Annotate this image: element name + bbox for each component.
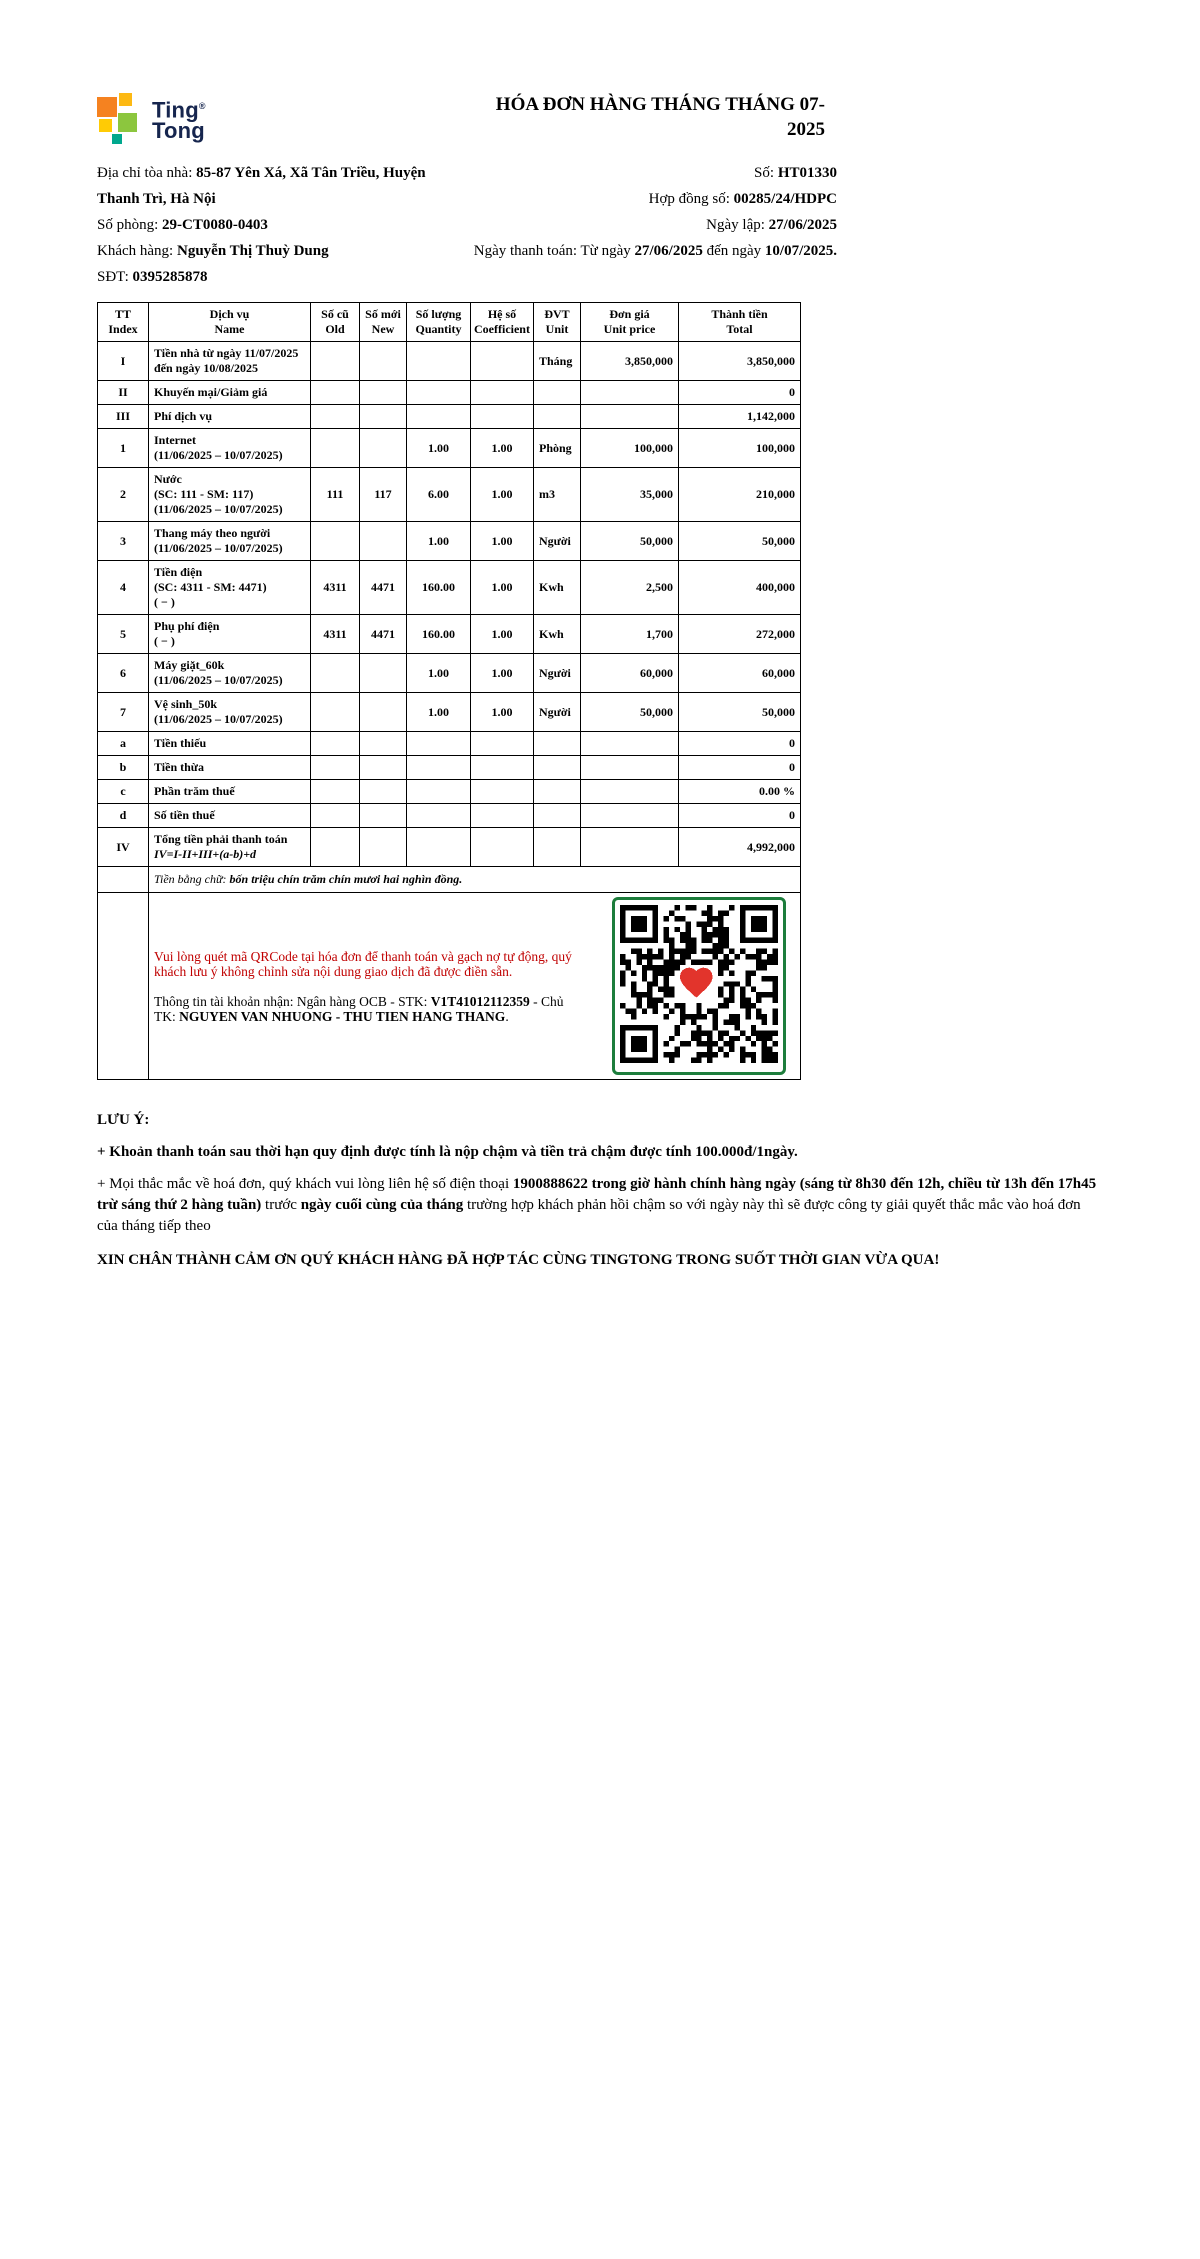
table-row xyxy=(98,342,801,381)
cell-unit: Người xyxy=(534,654,581,693)
cell-name: Máy giặt_60k (11/06/2025 – 10/07/2025) xyxy=(149,654,311,693)
cell-total: 50,000 xyxy=(679,522,801,561)
cell-unit xyxy=(534,756,581,780)
cell-total: 0.00 % xyxy=(679,780,801,804)
customer-phone: SĐT: 0395285878 xyxy=(97,269,208,285)
table-row xyxy=(98,615,801,654)
payment-instructions xyxy=(154,949,586,1024)
cell-new: 4471 xyxy=(360,561,407,615)
cell-tt: II xyxy=(98,381,149,405)
column-header: TT Index xyxy=(98,303,149,342)
cell-old xyxy=(311,381,360,405)
cell-unit xyxy=(534,732,581,756)
cell-name: Tổng tiền phải thanh toán IV=I-II+III+(a-b)+d xyxy=(149,828,311,867)
cell-tt: 2 xyxy=(98,468,149,522)
column-header: Hệ số Coefficient xyxy=(471,303,534,342)
table-row xyxy=(98,561,801,615)
table-header-row xyxy=(98,303,801,342)
cell-unit: Người xyxy=(534,522,581,561)
thank-you-note: XIN CHÂN THÀNH CẢM ƠN QUÝ KHÁCH HÀNG ĐÃ HỢP TÁC CÙNG TINGTONG TRONG SUỐT THỜI GIAN VỪA QUA! xyxy=(97,1252,940,1268)
cell-unit xyxy=(534,828,581,867)
cell-total: 400,000 xyxy=(679,561,801,615)
cell-old xyxy=(311,828,360,867)
table-row xyxy=(98,405,801,429)
qr-code xyxy=(612,897,786,1075)
cell-coef: 1.00 xyxy=(471,522,534,561)
invoice-info xyxy=(97,160,837,290)
cell-price: 2,500 xyxy=(581,561,679,615)
room-number: Số phòng: 29-CT0080-0403 xyxy=(97,217,268,233)
amount-in-words-value: bốn triệu chín trăm chín mươi hai nghìn đồng. xyxy=(229,872,463,886)
notes-heading: LƯU Ý: xyxy=(97,1112,150,1128)
tingtong-logo xyxy=(97,92,206,144)
table-row xyxy=(98,429,801,468)
cell-coef xyxy=(471,405,534,429)
cell-coef xyxy=(471,756,534,780)
amount-in-words-label: Tiền bằng chữ: xyxy=(154,872,230,886)
cell-total: 1,142,000 xyxy=(679,405,801,429)
cell-qty xyxy=(407,405,471,429)
contract-number: Hợp đồng số: 00285/24/HDPC xyxy=(648,191,837,207)
cell-new xyxy=(360,654,407,693)
cell-qty xyxy=(407,804,471,828)
cell-coef xyxy=(471,828,534,867)
logo-word-tong: Tong xyxy=(152,118,205,144)
hotline-note: + Mọi thắc mắc về hoá đơn, quý khách vui lòng liên hệ số điện thoại 1900888622 trong giờ hành chính hàng ngày (sáng từ 8h30 đến 12h, chiều từ 13h đến 17h45 trừ sáng thứ 2 hàng tuần) trước ngày cuối cùng của tháng trường hợp khách phản hồi chậm so với ngày này thì sẽ được công ty giải quyết thắc mắc vào hoá đơn của tháng tiếp theo xyxy=(97,1176,1097,1234)
invoice-table xyxy=(97,302,801,1080)
cell-old xyxy=(311,756,360,780)
footer-notes xyxy=(97,1110,1103,1271)
cell-coef: 1.00 xyxy=(471,615,534,654)
cell-price xyxy=(581,804,679,828)
column-header: Đơn giá Unit price xyxy=(581,303,679,342)
cell-qty: 6.00 xyxy=(407,468,471,522)
invoice-info-left xyxy=(97,160,432,290)
cell-name: Tiền thừa xyxy=(149,756,311,780)
cell-new xyxy=(360,804,407,828)
cell-qty xyxy=(407,342,471,381)
cell-coef: 1.00 xyxy=(471,654,534,693)
cell-total: 210,000 xyxy=(679,468,801,522)
cell-qty xyxy=(407,756,471,780)
cell-name: Số tiền thuế xyxy=(149,804,311,828)
cell-total: 50,000 xyxy=(679,693,801,732)
qr-payment-notice: Vui lòng quét mã QRCode tại hóa đơn để thanh toán và gạch nợ tự động, quý khách lưu ý không chỉnh sửa nội dung giao dịch đã được điền sẵn. xyxy=(154,948,572,979)
cell-total: 4,992,000 xyxy=(679,828,801,867)
cell-coef: 1.00 xyxy=(471,468,534,522)
cell-qty: 160.00 xyxy=(407,615,471,654)
cell-qty xyxy=(407,732,471,756)
cell-coef: 1.00 xyxy=(471,693,534,732)
cell-coef xyxy=(471,804,534,828)
cell-price xyxy=(581,780,679,804)
registered-mark: ® xyxy=(198,101,206,111)
table-row xyxy=(98,468,801,522)
cell-price: 35,000 xyxy=(581,468,679,522)
column-header: Thành tiền Total xyxy=(679,303,801,342)
cell-tt: 7 xyxy=(98,693,149,732)
amount-in-words-row xyxy=(98,867,801,893)
cell-new: 117 xyxy=(360,468,407,522)
cell-tt: d xyxy=(98,804,149,828)
cell-old: 4311 xyxy=(311,561,360,615)
table-row xyxy=(98,732,801,756)
cell-qty xyxy=(407,828,471,867)
cell-unit xyxy=(534,405,581,429)
cell-price xyxy=(581,732,679,756)
table-row xyxy=(98,381,801,405)
cell-unit: Phòng xyxy=(534,429,581,468)
cell-tt: 4 xyxy=(98,561,149,615)
cell-unit xyxy=(534,780,581,804)
tingtong-logo-text xyxy=(152,92,206,144)
cell-new xyxy=(360,405,407,429)
cell-new: 4471 xyxy=(360,615,407,654)
cell-unit: Kwh xyxy=(534,561,581,615)
table-row xyxy=(98,828,801,867)
cell-price: 1,700 xyxy=(581,615,679,654)
cell-coef: 1.00 xyxy=(471,561,534,615)
cell-total: 272,000 xyxy=(679,615,801,654)
cell-total: 60,000 xyxy=(679,654,801,693)
cell-total: 0 xyxy=(679,804,801,828)
cell-tt: b xyxy=(98,756,149,780)
cell-new xyxy=(360,522,407,561)
cell-price: 60,000 xyxy=(581,654,679,693)
cell-new xyxy=(360,693,407,732)
cell-old xyxy=(311,732,360,756)
cell-tt: c xyxy=(98,780,149,804)
cell-empty xyxy=(98,893,149,1080)
cell-name: Khuyến mại/Giảm giá xyxy=(149,381,311,405)
cell-qty: 1.00 xyxy=(407,429,471,468)
payment-period: Ngày thanh toán: Từ ngày 27/06/2025 đến ngày 10/07/2025. xyxy=(473,243,837,259)
cell-new xyxy=(360,732,407,756)
cell-old xyxy=(311,804,360,828)
customer-name: Khách hàng: Nguyễn Thị Thuỳ Dung xyxy=(97,243,329,259)
cell-total: 0 xyxy=(679,732,801,756)
cell-name: Phí dịch vụ xyxy=(149,405,311,429)
payment-qr-cell xyxy=(149,893,801,1080)
cell-name: Thang máy theo người (11/06/2025 – 10/07/2025) xyxy=(149,522,311,561)
column-header: Số cũ Old xyxy=(311,303,360,342)
cell-unit: Người xyxy=(534,693,581,732)
cell-new xyxy=(360,429,407,468)
table-row xyxy=(98,780,801,804)
table-row xyxy=(98,693,801,732)
cell-qty: 160.00 xyxy=(407,561,471,615)
cell-price: 50,000 xyxy=(581,522,679,561)
building-address: Địa chỉ tòa nhà: 85-87 Yên Xá, Xã Tân Triều, Huyện Thanh Trì, Hà Nội xyxy=(97,165,426,207)
cell-new xyxy=(360,780,407,804)
cell-name: Vệ sinh_50k (11/06/2025 – 10/07/2025) xyxy=(149,693,311,732)
cell-tt: a xyxy=(98,732,149,756)
cell-name: Tiền điện (SC: 4311 - SM: 4471) ( − ) xyxy=(149,561,311,615)
cell-price xyxy=(581,405,679,429)
issue-date: Ngày lập: 27/06/2025 xyxy=(706,217,837,233)
cell-unit: Tháng xyxy=(534,342,581,381)
cell-old: 111 xyxy=(311,468,360,522)
amount-in-words-cell xyxy=(149,867,801,893)
cell-unit xyxy=(534,381,581,405)
cell-total: 0 xyxy=(679,756,801,780)
cell-old xyxy=(311,429,360,468)
cell-qty xyxy=(407,381,471,405)
cell-qty xyxy=(407,780,471,804)
cell-tt: III xyxy=(98,405,149,429)
cell-qty: 1.00 xyxy=(407,522,471,561)
column-header: ĐVT Unit xyxy=(534,303,581,342)
cell-old: 4311 xyxy=(311,615,360,654)
table-row xyxy=(98,654,801,693)
cell-coef: 1.00 xyxy=(471,429,534,468)
table-row xyxy=(98,804,801,828)
cell-old xyxy=(311,693,360,732)
cell-coef xyxy=(471,732,534,756)
cell-old xyxy=(311,780,360,804)
cell-tt: 3 xyxy=(98,522,149,561)
cell-name: Phần trăm thuế xyxy=(149,780,311,804)
cell-price: 100,000 xyxy=(581,429,679,468)
cell-price: 50,000 xyxy=(581,693,679,732)
cell-old xyxy=(311,342,360,381)
cell-coef xyxy=(471,342,534,381)
invoice-title: HÓA ĐƠN HÀNG THÁNG THÁNG 07-2025 xyxy=(495,94,825,140)
cell-tt: I xyxy=(98,342,149,381)
cell-unit: m3 xyxy=(534,468,581,522)
table-row xyxy=(98,522,801,561)
table-row xyxy=(98,756,801,780)
late-payment-note: + Khoản thanh toán sau thời hạn quy định được tính là nộp chậm và tiền trả chậm được tính 100.000đ/1ngày. xyxy=(97,1144,798,1160)
cell-unit: Kwh xyxy=(534,615,581,654)
bank-account-info: Thông tin tài khoản nhận: Ngân hàng OCB - STK: V1T41012112359 - Chủ TK: NGUYEN VAN NHUONG - THU TIEN HANG THANG. xyxy=(154,993,564,1024)
cell-old xyxy=(311,522,360,561)
cell-price xyxy=(581,828,679,867)
column-header: Số lượng Quantity xyxy=(407,303,471,342)
cell-new xyxy=(360,756,407,780)
cell-new xyxy=(360,828,407,867)
cell-total: 0 xyxy=(679,381,801,405)
cell-price: 3,850,000 xyxy=(581,342,679,381)
logo-word-ting: Ting xyxy=(152,97,199,123)
cell-qty: 1.00 xyxy=(407,693,471,732)
cell-name: Tiền thiếu xyxy=(149,732,311,756)
cell-new xyxy=(360,342,407,381)
cell-name: Internet (11/06/2025 – 10/07/2025) xyxy=(149,429,311,468)
cell-coef xyxy=(471,780,534,804)
invoice-number: Số: HT01330 xyxy=(754,165,837,181)
cell-price xyxy=(581,756,679,780)
cell-name: Phụ phí điện ( − ) xyxy=(149,615,311,654)
invoice-header xyxy=(97,92,1103,144)
cell-price xyxy=(581,381,679,405)
cell-coef xyxy=(471,381,534,405)
payment-qr-row xyxy=(98,893,801,1080)
cell-tt: 1 xyxy=(98,429,149,468)
column-header: Số mới New xyxy=(360,303,407,342)
cell-empty xyxy=(98,867,149,893)
cell-name: Tiền nhà từ ngày 11/07/2025 đến ngày 10/08/2025 xyxy=(149,342,311,381)
cell-tt: 5 xyxy=(98,615,149,654)
cell-tt: 6 xyxy=(98,654,149,693)
cell-old xyxy=(311,405,360,429)
column-header: Dịch vụ Name xyxy=(149,303,311,342)
cell-total: 100,000 xyxy=(679,429,801,468)
cell-qty: 1.00 xyxy=(407,654,471,693)
cell-tt: IV xyxy=(98,828,149,867)
cell-unit xyxy=(534,804,581,828)
tingtong-logo-icon xyxy=(97,92,143,144)
cell-name: Nước (SC: 111 - SM: 117) (11/06/2025 – 10/07/2025) xyxy=(149,468,311,522)
cell-new xyxy=(360,381,407,405)
cell-old xyxy=(311,654,360,693)
cell-total: 3,850,000 xyxy=(679,342,801,381)
invoice-info-right xyxy=(439,160,837,290)
